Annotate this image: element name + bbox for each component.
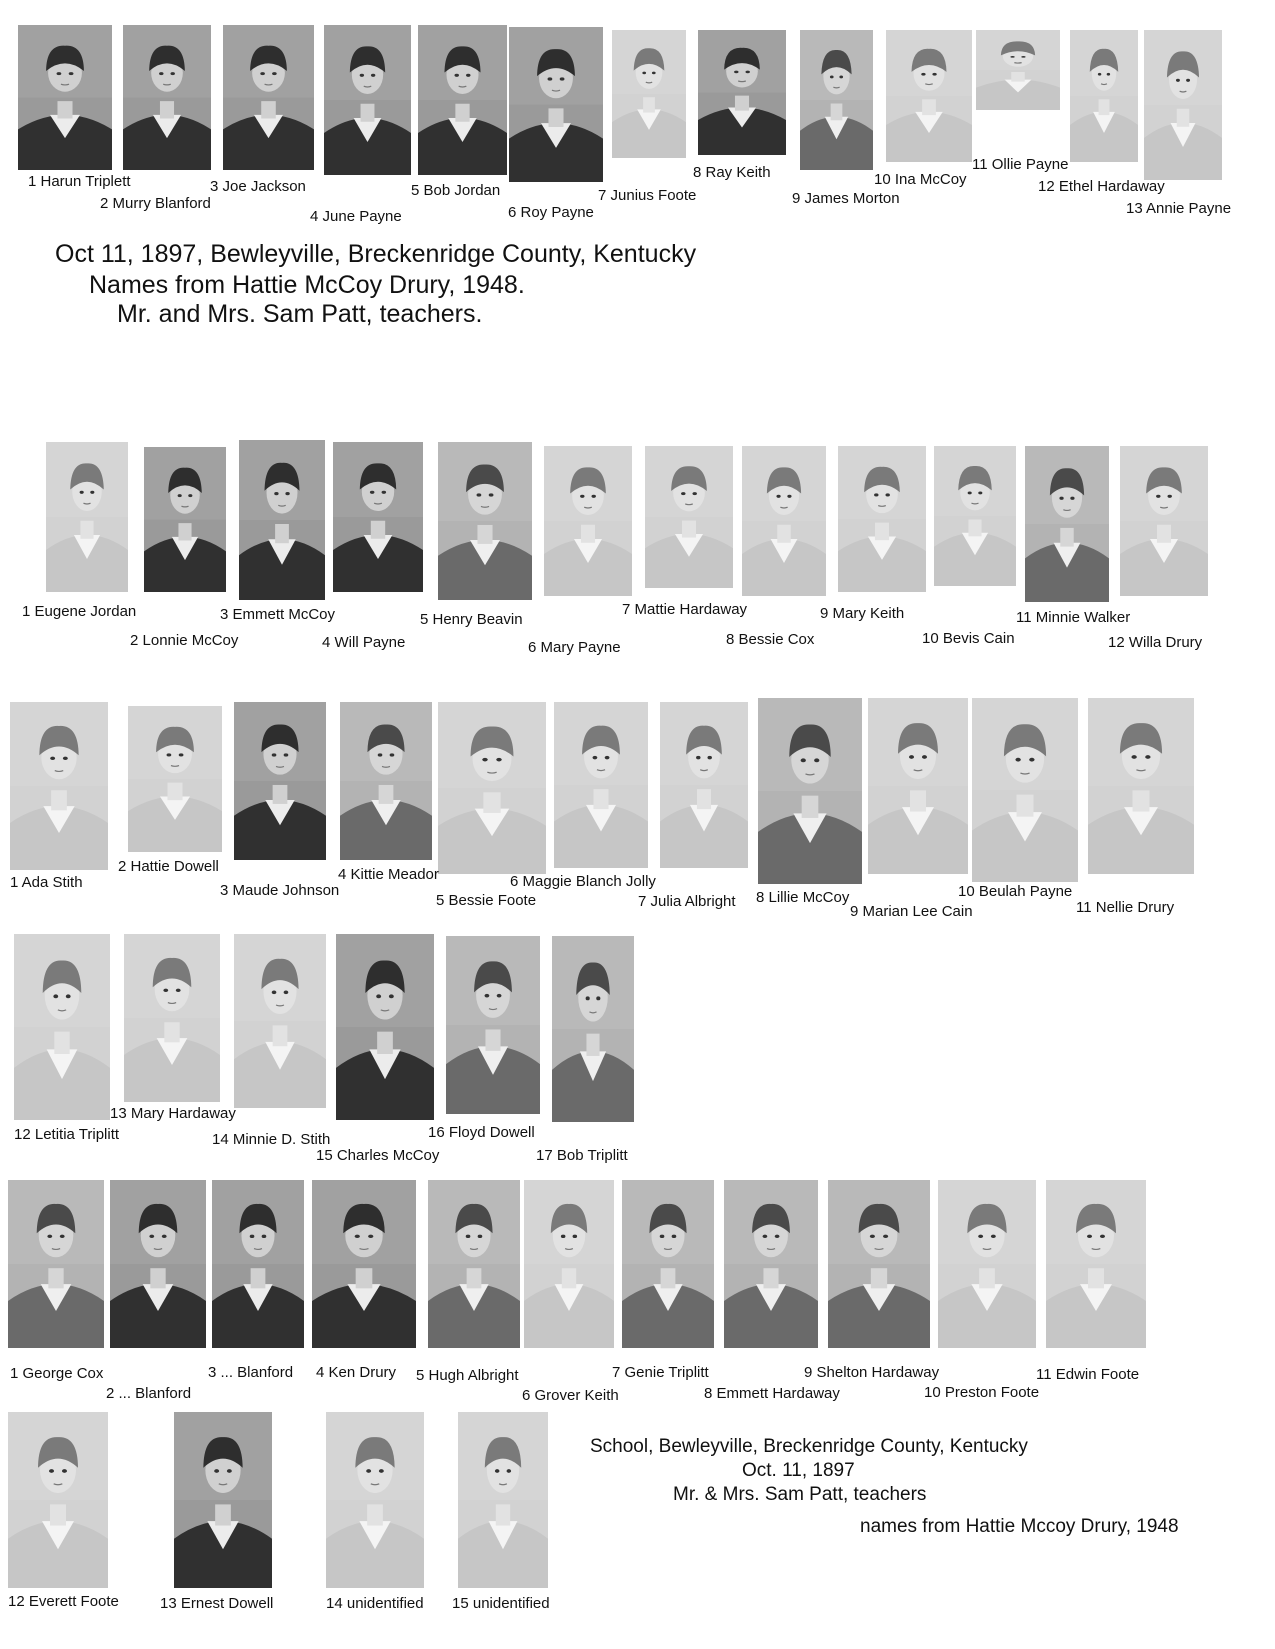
student-name-label: 5 Bessie Foote [436,892,537,909]
student-name-label: 4 Ken Drury [316,1364,397,1381]
student-name-label: 13 Ernest Dowell [160,1595,274,1612]
student-portrait [239,440,325,600]
student-portrait [552,936,634,1122]
student-portrait [660,702,748,868]
footer-line-3: Mr. & Mrs. Sam Patt, teachers [673,1484,927,1505]
student-name-label: 4 Will Payne [322,634,406,651]
student-portrait [976,30,1060,110]
student-portrait [509,27,603,182]
student-portrait [838,446,926,592]
student-name-label: 14 Minnie D. Stith [212,1131,331,1148]
student-portrait [886,30,972,162]
student-name-label: 1 Harun Triplett [28,173,131,190]
student-name-label: 16 Floyd Dowell [428,1124,535,1141]
student-name-label: 15 unidentified [452,1595,550,1612]
student-portrait [110,1180,206,1348]
student-portrait [234,934,326,1108]
student-portrait [1046,1180,1146,1348]
student-portrait [212,1180,304,1348]
student-portrait [758,698,862,884]
student-name-label: 6 Maggie Blanch Jolly [510,873,656,890]
student-name-label: 3 Joe Jackson [210,178,306,195]
student-name-label: 13 Annie Payne [1126,200,1232,217]
student-portrait [18,25,112,170]
student-portrait [622,1180,714,1348]
student-name-label: 10 Beulah Payne [958,883,1073,900]
student-portrait [645,446,733,588]
student-portrait [8,1180,104,1348]
student-portrait [524,1180,614,1348]
student-name-label: 13 Mary Hardaway [110,1105,236,1122]
student-name-label: 14 unidentified [326,1595,424,1612]
student-name-label: 6 Roy Payne [508,204,594,221]
footer-line-1: School, Bewleyville, Breckenridge County, Kentucky [590,1436,1028,1457]
footer-line-2: Oct. 11, 1897 [742,1460,855,1481]
student-portrait [144,447,226,592]
student-name-label: 5 Bob Jordan [411,182,501,199]
student-name-label: 8 Emmett Hardaway [704,1385,840,1402]
student-portrait [46,442,128,592]
student-name-label: 7 Genie Triplitt [612,1364,709,1381]
student-name-label: 8 Ray Keith [693,164,771,181]
student-name-label: 9 Marian Lee Cain [850,903,973,920]
student-portrait [223,25,314,170]
student-portrait [828,1180,930,1348]
student-portrait [8,1412,108,1588]
student-name-label: 11 Edwin Foote [1036,1366,1140,1383]
student-name-label: 12 Letitia Triplitt [14,1126,120,1143]
student-portrait [124,934,220,1102]
student-portrait [1025,446,1109,602]
student-name-label: 12 Willa Drury [1108,634,1203,651]
student-name-label: 5 Hugh Albright [416,1367,519,1384]
student-portrait [458,1412,548,1588]
student-name-label: 12 Ethel Hardaway [1038,178,1165,195]
student-portrait [698,30,786,155]
header-line-2: Names from Hattie McCoy Drury, 1948. [89,271,525,299]
student-portrait [612,30,686,158]
student-name-label: 4 June Payne [310,208,402,225]
student-portrait [800,30,873,170]
student-portrait [446,936,540,1114]
student-name-label: 11 Ollie Payne [972,156,1069,173]
student-portrait [10,702,108,870]
student-name-label: 11 Nellie Drury [1076,899,1175,916]
student-name-label: 2 Lonnie McCoy [130,632,239,649]
student-portrait [123,25,211,170]
student-portrait [336,934,434,1120]
student-name-label: 3 Emmett McCoy [220,606,336,623]
student-name-label: 9 Mary Keith [820,605,905,622]
header-line-1: Oct 11, 1897, Bewleyville, Breckenridge County, Kentucky [55,240,697,268]
footer-line-4: names from Hattie Mccoy Drury, 1948 [860,1516,1179,1537]
student-name-label: 10 Bevis Cain [922,630,1015,647]
student-name-label: 17 Bob Triplitt [536,1147,628,1164]
student-name-label: 7 Junius Foote [598,187,697,204]
student-name-label: 2 Hattie Dowell [118,858,219,875]
student-name-label: 2 ... Blanford [106,1385,192,1402]
student-name-label: 1 George Cox [10,1365,104,1382]
student-name-label: 6 Mary Payne [528,639,621,656]
student-name-label: 1 Ada Stith [10,874,83,891]
student-portrait [742,446,826,596]
student-portrait [333,442,423,592]
student-name-label: 1 Eugene Jordan [22,603,137,620]
student-portrait [1088,698,1194,874]
student-name-label: 8 Lillie McCoy [756,889,850,906]
student-name-label: 11 Minnie Walker [1016,609,1131,626]
student-portrait [418,25,507,175]
student-name-label: 4 Kittie Meador [338,866,439,883]
student-name-label: 9 James Morton [792,190,900,207]
student-portrait [324,25,411,175]
student-name-label: 3 Maude Johnson [220,882,340,899]
student-name-label: 6 Grover Keith [522,1387,619,1404]
student-portrait [938,1180,1036,1348]
student-name-label: 7 Mattie Hardaway [622,601,748,618]
student-portrait [312,1180,416,1348]
student-portrait [972,698,1078,882]
student-portrait [14,934,110,1120]
student-portrait [438,702,546,874]
student-portrait [438,442,532,600]
student-name-label: 2 Murry Blanford [100,195,211,212]
student-name-label: 7 Julia Albright [638,893,736,910]
student-portrait [1070,30,1138,162]
student-name-label: 8 Bessie Cox [726,631,815,648]
student-portrait [934,446,1016,586]
student-name-label: 12 Everett Foote [8,1593,119,1610]
student-portrait [1144,30,1222,180]
student-portrait [544,446,632,596]
student-portrait [1120,446,1208,596]
student-name-label: 3 ... Blanford [208,1364,294,1381]
student-name-label: 10 Ina McCoy [874,171,967,188]
student-portrait [326,1412,424,1588]
student-name-label: 15 Charles McCoy [316,1147,440,1164]
student-name-label: 10 Preston Foote [924,1384,1040,1401]
student-portrait [128,706,222,852]
student-name-label: 9 Shelton Hardaway [804,1364,940,1381]
student-portrait [724,1180,818,1348]
header-line-3: Mr. and Mrs. Sam Patt, teachers. [117,300,483,328]
student-name-label: 5 Henry Beavin [420,611,523,628]
student-portrait [868,698,968,874]
student-portrait [428,1180,520,1348]
student-portrait [174,1412,272,1588]
student-portrait [554,702,648,868]
student-portrait [340,702,432,860]
student-portrait [234,702,326,860]
